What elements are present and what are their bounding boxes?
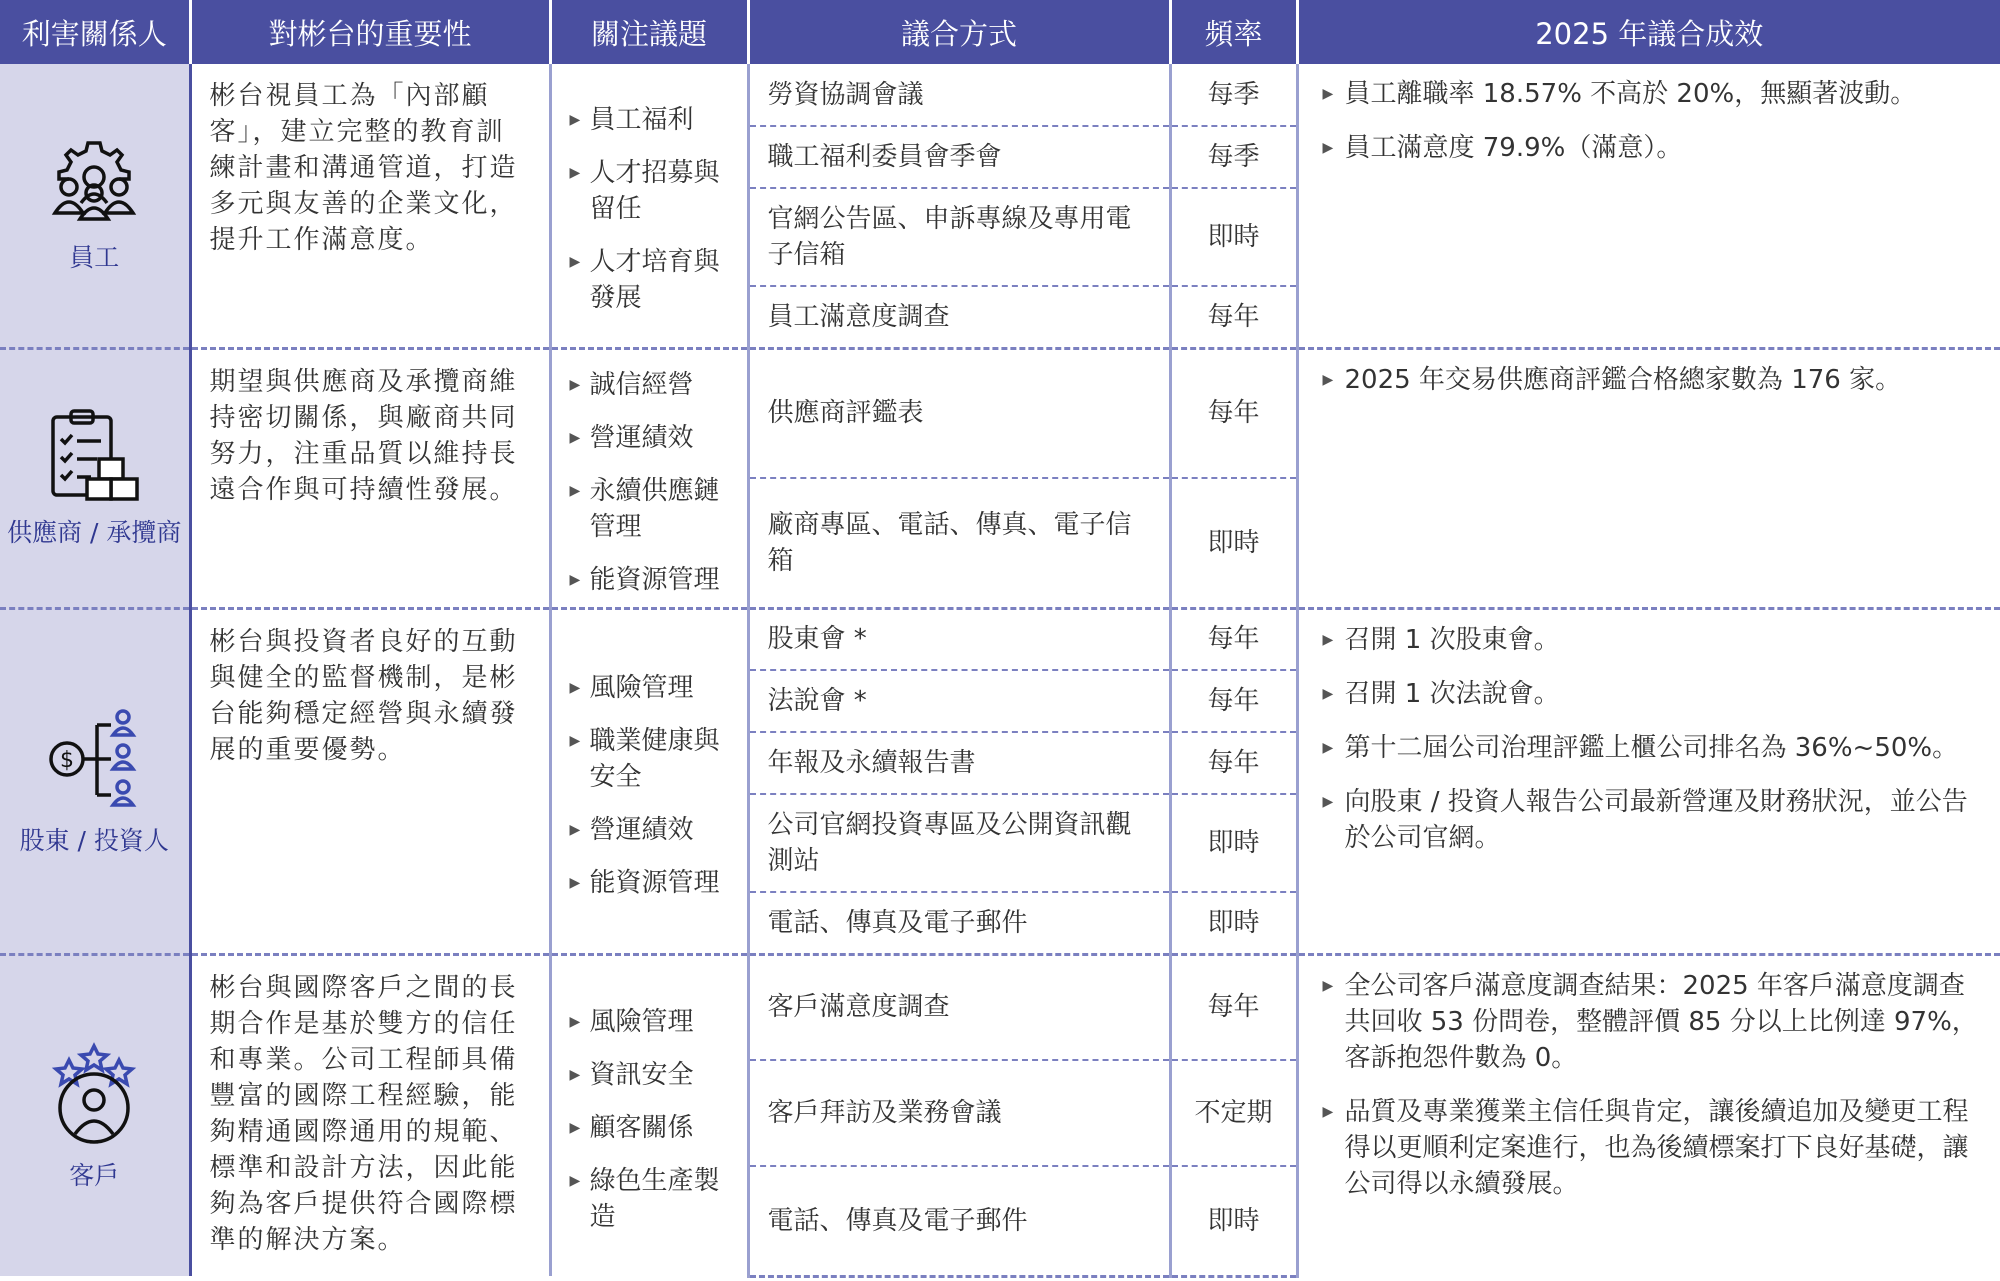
svg-text:$: $	[60, 748, 75, 773]
frequency-text: 即時	[1170, 188, 1297, 286]
method-text: 法說會 *	[748, 670, 1170, 732]
frequency-text: 每年	[1170, 732, 1297, 794]
method-text: 官網公告區、申訴專線及專用電子信箱	[748, 188, 1170, 286]
stakeholder-cell	[0, 348, 190, 608]
method-text: 供應商評鑑表	[748, 348, 1170, 478]
bullet-triangle-icon: ▶	[569, 482, 581, 499]
bullet-triangle-icon: ▶	[569, 732, 581, 749]
method-text: 電話、傳真及電子郵件	[748, 1166, 1170, 1276]
table-row	[0, 608, 2000, 670]
bullet-triangle-icon: ▶	[1322, 977, 1334, 994]
bullet-triangle-icon: ▶	[569, 679, 581, 696]
list-item: ▶ 顧客關係	[566, 1110, 737, 1146]
bullet-triangle-icon: ▶	[569, 1067, 581, 1084]
list-item: ▶ 2025 年交易供應商評鑑合格總家數為 176 家。	[1323, 362, 1991, 398]
bullet-triangle-icon: ▶	[569, 1120, 581, 1137]
header-results: 2025 年議合成效	[1297, 0, 2000, 64]
topics-cell	[550, 608, 748, 954]
importance-text: 彬台視員工為「內部顧客」，建立完整的教育訓練計畫和溝通管道，打造多元與友善的企業文化，提升工作滿意度。	[190, 64, 550, 348]
list-item: ▶ 綠色生產製造	[566, 1163, 737, 1235]
list-item: ▶ 永續供應鏈管理	[566, 473, 737, 545]
stakeholder-label: 股東 / 投資人	[19, 826, 169, 855]
bullet-triangle-icon: ▶	[1322, 685, 1334, 702]
list-item: ▶ 召開 1 次股東會。	[1323, 622, 1991, 658]
list-item: ▶ 人才培育與發展	[566, 244, 737, 316]
bullet-triangle-icon: ▶	[569, 874, 581, 891]
list-item: ▶ 風險管理	[566, 670, 737, 706]
frequency-text: 即時	[1170, 892, 1297, 954]
bullet-triangle-icon: ▶	[1322, 793, 1334, 810]
list-item: ▶ 風險管理	[566, 1004, 737, 1040]
clipboard-checklist-boxes-icon	[0, 405, 189, 505]
list-item: ▶ 員工滿意度 79.9%（滿意）。	[1323, 130, 1991, 166]
results-cell	[1297, 348, 2000, 608]
bullet-triangle-icon: ▶	[569, 254, 581, 271]
stakeholder-label: 客戶	[69, 1160, 120, 1190]
stakeholder-cell	[0, 64, 190, 348]
method-text: 電話、傳真及電子郵件	[748, 892, 1170, 954]
stakeholder-cell	[0, 954, 190, 1276]
header-frequency: 頻率	[1170, 0, 1297, 64]
results-cell	[1297, 64, 2000, 348]
header-methods: 議合方式	[748, 0, 1170, 64]
frequency-text: 即時	[1170, 1166, 1297, 1276]
list-item: ▶ 營運績效	[566, 812, 737, 848]
table-row	[0, 954, 2000, 1060]
list-item: ▶ 員工離職率 18.57% 不高於 20%，無顯著波動。	[1323, 76, 1991, 112]
header-topics: 關注議題	[550, 0, 748, 64]
bullet-triangle-icon: ▶	[569, 821, 581, 838]
bullet-triangle-icon: ▶	[569, 571, 581, 588]
dollar-investors-icon	[0, 703, 189, 813]
frequency-text: 即時	[1170, 794, 1297, 892]
bullet-triangle-icon: ▶	[1322, 1103, 1334, 1120]
list-item: ▶ 能資源管理	[566, 865, 737, 901]
importance-text: 期望與供應商及承攬商維持密切關係，與廠商共同努力，注重品質以維持長遠合作與可持續性發展。	[190, 348, 550, 608]
importance-text: 彬台與國際客戶之間的長期合作是基於雙方的信任和專業。公司工程師具備豐富的國際工程經驗，能夠精通國際通用的規範、標準和設計方法，因此能夠為客戶提供符合國際標準的解決方案。	[190, 954, 550, 1276]
bullet-triangle-icon: ▶	[569, 1173, 581, 1190]
frequency-text: 每年	[1170, 608, 1297, 670]
customer-stars-icon	[0, 1038, 189, 1148]
method-text: 員工滿意度調查	[748, 286, 1170, 348]
list-item: ▶ 誠信經營	[566, 367, 737, 403]
topics-cell	[550, 954, 748, 1276]
list-item: ▶ 第十二屆公司治理評鑑上櫃公司排名為 36%~50%。	[1323, 730, 1991, 766]
table-row	[0, 64, 2000, 126]
header-stakeholder: 利害關係人	[0, 0, 190, 64]
list-item: ▶ 營運績效	[566, 420, 737, 456]
topics-cell	[550, 64, 748, 348]
method-text: 職工福利委員會季會	[748, 126, 1170, 188]
bullet-triangle-icon: ▶	[1322, 140, 1334, 156]
list-item: ▶ 人才招募與留任	[566, 155, 737, 227]
bullet-triangle-icon: ▶	[569, 112, 581, 129]
header-importance: 對彬台的重要性	[190, 0, 550, 64]
list-item: ▶ 全公司客戶滿意度調查結果：2025 年客戶滿意度調查共回收 53 份問卷，整體評價 85 分以上比例達 97%，客訴抱怨件數為 0。	[1323, 968, 1991, 1076]
list-item: ▶ 品質及專業獲業主信任與肯定，讓後續追加及變更工程得以更順利定案進行，也為後續標案打下良好基礎，讓公司得以永續發展。	[1323, 1094, 1991, 1202]
bullet-triangle-icon: ▶	[1322, 631, 1334, 648]
stakeholder-label: 供應商 / 承攬商	[7, 518, 182, 547]
bullet-triangle-icon: ▶	[569, 376, 581, 393]
list-item: ▶ 資訊安全	[566, 1057, 737, 1093]
frequency-text: 每年	[1170, 954, 1297, 1060]
method-text: 客戶拜訪及業務會議	[748, 1060, 1170, 1166]
method-text: 股東會 *	[748, 608, 1170, 670]
bullet-triangle-icon: ▶	[569, 1014, 581, 1031]
stakeholder-label: 員工	[69, 242, 120, 272]
list-item: ▶ 能資源管理	[566, 562, 737, 598]
frequency-text: 每年	[1170, 348, 1297, 478]
topics-cell	[550, 348, 748, 608]
frequency-text: 每季	[1170, 126, 1297, 188]
table-row	[0, 348, 2000, 478]
list-item: ▶ 向股東 / 投資人報告公司最新營運及財務狀況，並公告於公司官網。	[1323, 784, 1991, 856]
method-text: 年報及永續報告書	[748, 732, 1170, 794]
frequency-text: 每年	[1170, 670, 1297, 732]
bullet-triangle-icon: ▶	[1322, 371, 1334, 388]
frequency-text: 不定期	[1170, 1060, 1297, 1166]
list-item: ▶ 員工福利	[566, 102, 737, 138]
frequency-text: 每季	[1170, 64, 1297, 126]
method-text: 客戶滿意度調查	[748, 954, 1170, 1060]
frequency-text: 每年	[1170, 286, 1297, 348]
importance-text: 彬台與投資者良好的互動與健全的監督機制，是彬台能夠穩定經營與永續發展的重要優勢。	[190, 608, 550, 954]
method-text: 勞資協調會議	[748, 64, 1170, 126]
stakeholder-cell	[0, 608, 190, 954]
list-item: ▶ 召開 1 次法說會。	[1323, 676, 1991, 712]
header-row	[0, 0, 2000, 64]
frequency-text: 即時	[1170, 478, 1297, 608]
bullet-triangle-icon: ▶	[1322, 86, 1334, 102]
list-item: ▶ 職業健康與安全	[566, 723, 737, 795]
method-text: 廠商專區、電話、傳真、電子信箱	[748, 478, 1170, 608]
method-text: 公司官網投資專區及公開資訊觀測站	[748, 794, 1170, 892]
bullet-triangle-icon: ▶	[569, 165, 581, 182]
employees-gear-icon	[0, 135, 189, 230]
results-cell	[1297, 608, 2000, 954]
bullet-triangle-icon: ▶	[569, 429, 581, 446]
bullet-triangle-icon: ▶	[1322, 739, 1334, 756]
results-cell	[1297, 954, 2000, 1276]
